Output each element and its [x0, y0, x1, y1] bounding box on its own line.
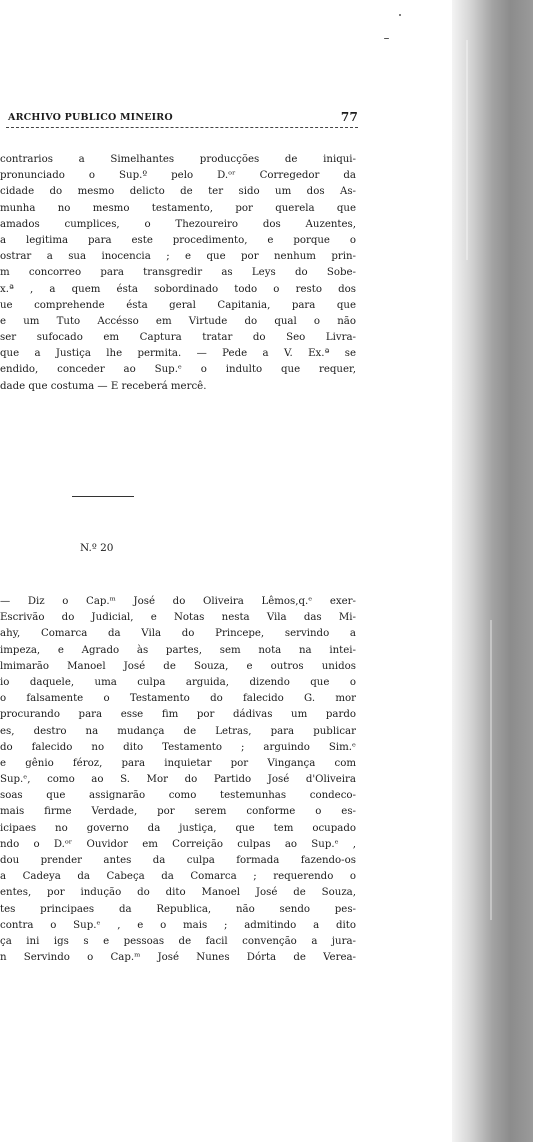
text-line: Escrivão do Judicial, e Notas nesta Vila das Mi-	[0, 612, 356, 624]
text-line: ostrar a sua inocencia ; e que por nenhum prin-	[0, 251, 356, 263]
text-line: tes principaes da Republica, não sendo pes-	[0, 903, 356, 915]
text-line: ser sufocado em Captura tratar do Seo Livra-	[0, 332, 356, 344]
section-divider	[72, 496, 134, 497]
text-line: entes, por indução do dito Manoel José de Souza,	[0, 887, 356, 899]
header-rule	[6, 127, 358, 128]
text-line: a Cadeya da Cabeça da Comarca ; requerendo o	[0, 871, 356, 883]
text-line: pronunciado o Sup.º pelo D.ᵒʳ Corregedor da	[0, 170, 356, 182]
text-line: mais firme Verdade, por serem conforme o es-	[0, 806, 356, 818]
text-line: ça ini igs s e pessoas de facil convenção a jura-	[0, 935, 356, 947]
binding-scratch	[466, 40, 468, 260]
text-line: m concorreo para transgredir as Leys do Sobe-	[0, 267, 356, 279]
text-line: ue comprehende ésta geral Capitania, para que	[0, 299, 356, 311]
text-line: soas que assignarão como testemunhas condeco-	[0, 790, 356, 802]
text-line: do falecido no dito Testamento ; arguindo Sim.ᵉ	[0, 741, 356, 753]
text-line: contrarios a Simelhantes producções de iniqui-	[0, 154, 356, 165]
text-line: — Diz o Cap.ᵐ José do Oliveira Lêmos,q.ᵉ exer-	[0, 596, 356, 607]
text-line: dade que costuma — E receberá mercê.	[0, 380, 207, 392]
text-line: impeza, e Agrado às partes, sem nota na intei-	[0, 644, 356, 656]
text-line: procurando para esse fim por dádivas um pardo	[0, 709, 356, 721]
text-line: cidade do mesmo delicto de ter sido um dos As-	[0, 186, 356, 198]
text-line: e gênio féroz, para inquietar por Vingança com	[0, 757, 356, 769]
page-number: 77	[340, 110, 358, 124]
text-line: o falsamente o Testamento do falecido G. mor	[0, 693, 356, 705]
running-header-title: ARCHIVO PUBLICO MINEIRO	[8, 112, 173, 123]
text-line: que a Justiça lhe permita. — Pede a V. Ex.ª se	[0, 348, 356, 360]
paragraph-one	[0, 152, 356, 395]
text-line: x.ª , a quem ésta sobordinado todo o resto dos	[0, 283, 356, 295]
book-binding-shadow	[452, 0, 533, 1142]
text-line: ndo o D.ᵒʳ Ouvidor em Correição culpas ao Sup.ᵉ ,	[0, 838, 356, 850]
paragraph-two	[0, 594, 356, 966]
text-line: munha no mesmo testamento, por querela que	[0, 202, 356, 214]
text-line: dou prender antes da culpa formada fazendo-os	[0, 855, 356, 866]
text-line: icipaes no governo da justiça, que tem ocupado	[0, 822, 356, 834]
text-line: endido, conceder ao Sup.ᵉ o indulto que requer,	[0, 364, 356, 376]
text-line: n Servindo o Cap.ᵐ José Nunes Dórta de Verea-	[0, 952, 356, 964]
running-header	[8, 110, 358, 126]
binding-scratch	[490, 620, 492, 920]
text-line: Sup.ᵉ, como ao S. Mor do Partido José d'Oliveira	[0, 774, 356, 786]
text-line: es, destro na mudança de Letras, para publicar	[0, 725, 356, 737]
text-line: amados cumplices, o Thezoureiro dos Auzentes,	[0, 218, 356, 230]
document-number: N.º 20	[80, 542, 114, 554]
text-line: a legitima para este procedimento, e porque o	[0, 234, 356, 246]
text-line: ahy, Comarca da Vila do Princepe, servindo a	[0, 628, 356, 640]
text-line: contra o Sup.ᵉ , e o mais ; admitindo a dito	[0, 919, 356, 931]
text-line: io daquele, uma culpa arguida, dizendo que o	[0, 676, 356, 688]
text-line: e um Tuto Accésso em Virtude do qual o não	[0, 315, 356, 327]
text-line: lmimarão Manoel José de Souza, e outros unidos	[0, 660, 356, 672]
